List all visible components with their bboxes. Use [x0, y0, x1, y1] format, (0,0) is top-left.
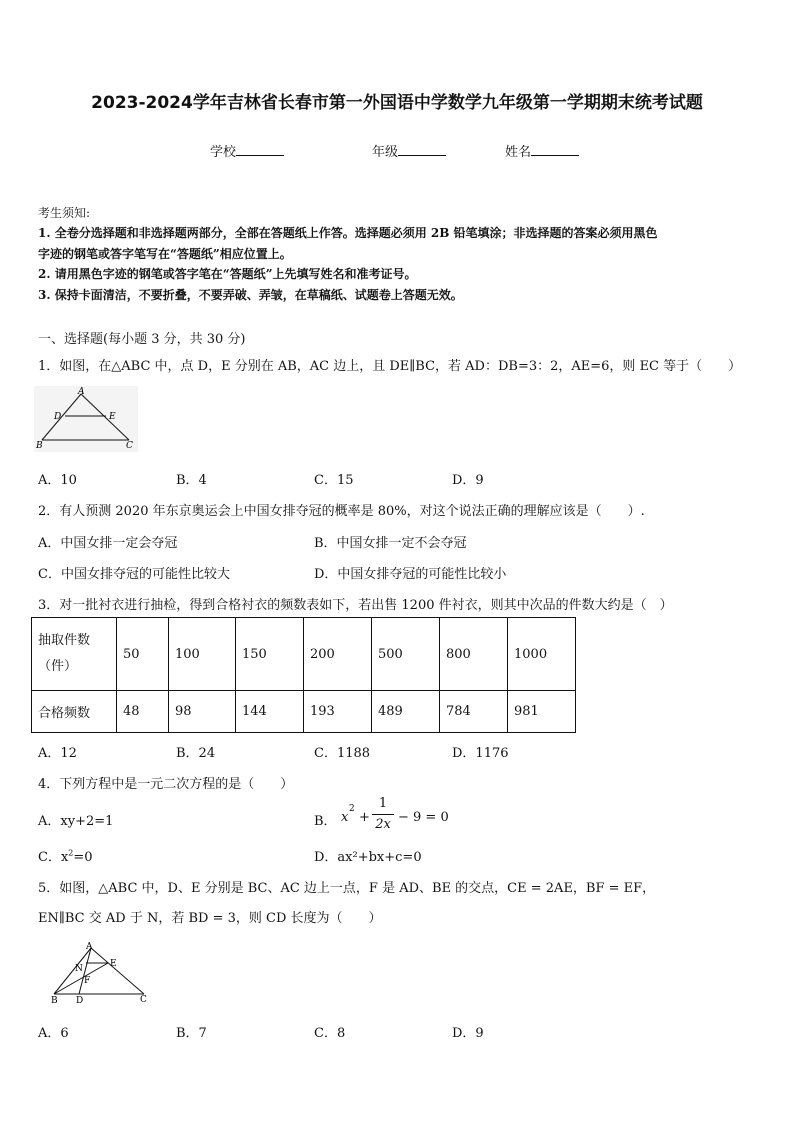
notice-heading: 考生须知: [38, 206, 91, 220]
q1-label-e: E [109, 412, 116, 422]
grade-field[interactable] [372, 141, 446, 160]
q3-cell: 784 [440, 691, 508, 733]
grade-label: 年级 [372, 145, 399, 160]
q3-cell: 981 [508, 691, 576, 733]
q5-label-c: C [140, 995, 147, 1005]
q4-option-b-rest: − 9 = 0 [398, 810, 449, 825]
q4-text: 4．下列方程中是一元二次方程的是（ ） [38, 777, 294, 792]
q1-option-d[interactable]: D．9 [452, 473, 484, 488]
q5-label-e: E [110, 959, 117, 969]
q5-line-1: 5．如图，△ABC 中，D、E 分别是 BC、AC 边上一点，F 是 AD、BE 的交点，CE = 2AE，BF = EF， [38, 881, 656, 896]
notice-line-1b: 字迹的钢笔或答字笔写在“答题纸”相应位置上。 [38, 247, 292, 261]
q4-option-b-plus: + [359, 810, 370, 825]
name-blank[interactable] [531, 143, 579, 156]
q5-option-c[interactable]: C．8 [314, 1026, 346, 1041]
q3-frequency-table [31, 617, 576, 733]
q4-option-b-exponent: 2 [349, 804, 355, 814]
q3-option-b[interactable]: B．24 [176, 746, 216, 761]
q2-option-a[interactable]: A．中国女排一定会夺冠 [38, 536, 178, 551]
q5-option-b[interactable]: B．7 [176, 1026, 207, 1041]
q3-row2-header: 合格频数 [32, 691, 117, 733]
q5-option-d[interactable]: D．9 [452, 1026, 484, 1041]
q3-option-d[interactable]: D．1176 [452, 746, 509, 761]
q5-triangle-figure [46, 940, 156, 1006]
q5-option-a[interactable]: A．6 [38, 1026, 69, 1041]
q4-option-b-fraction-bar [372, 814, 394, 815]
q3-cell: 144 [236, 691, 304, 733]
school-label: 学校 [210, 145, 237, 160]
q4-option-b-prefix: B． [314, 814, 337, 829]
q3-table-row-sampled [32, 618, 576, 691]
q4-option-b-x: x [341, 810, 349, 825]
q1-triangle-figure [34, 386, 138, 452]
q3-text: 3．对一批衬衣进行抽检，得到合格衬衣的频数表如下，若出售 1200 件衬衣，则其中次品的件数大约是（ ） [38, 598, 673, 613]
q5-label-f: F [84, 976, 91, 986]
q5-line-2: EN∥BC 交 AD 于 N，若 BD = 3，则 CD 长度为（ ） [38, 911, 382, 926]
q3-cell: 50 [117, 618, 169, 691]
notice-line-3: 3. 保持卡面清洁，不要折叠，不要弄破、弄皱，在草稿纸、试题卷上答题无效。 [38, 288, 463, 302]
q5-label-d: D [76, 996, 84, 1006]
q3-option-c[interactable]: C．1188 [314, 746, 371, 761]
q3-row1-header [32, 618, 117, 691]
q4-option-b-denominator: 2x [375, 817, 391, 832]
q5-label-b: B [51, 996, 58, 1006]
q3-cell: 500 [372, 618, 440, 691]
school-field[interactable] [210, 141, 284, 160]
notice-line-2: 2. 请用黑色字迹的钢笔或答字笔在“答题纸”上先填写姓名和准考证号。 [38, 267, 417, 281]
name-field[interactable] [505, 141, 579, 160]
q3-table-row-qualified [32, 691, 576, 733]
notice-line-1a: 1. 全卷分选择题和非选择题两部分，全部在答题纸上作答。选择题必须用 2B 铅笔填涂；非选择题的答案必须用黑色 [38, 226, 658, 240]
section-heading: 一、选择题(每小题 3 分，共 30 分) [38, 332, 246, 347]
q3-cell: 98 [169, 691, 236, 733]
q1-figure-background [34, 386, 138, 452]
q4-option-c-rest: =0 [73, 850, 93, 865]
name-label: 姓名 [505, 145, 532, 160]
q3-cell: 1000 [508, 618, 576, 691]
q1-label-c: C [126, 441, 133, 451]
q4-option-b-numerator: 1 [378, 796, 388, 811]
q3-cell: 200 [304, 618, 372, 691]
q3-cell: 100 [169, 618, 236, 691]
q2-option-d[interactable]: D．中国女排夺冠的可能性比较小 [314, 567, 507, 582]
q1-label-a: A [78, 387, 85, 397]
q5-label-n: N [75, 964, 83, 974]
q4-option-c-exponent: 2 [68, 848, 74, 858]
q3-option-a[interactable]: A．12 [38, 746, 77, 761]
q3-cell: 489 [372, 691, 440, 733]
q5-label-a: A [86, 942, 93, 952]
q3-cell: 193 [304, 691, 372, 733]
q1-label-b: B [36, 441, 43, 451]
q3-row1-header-line2: （件） [38, 659, 78, 674]
q2-text: 2．有人预测 2020 年东京奥运会上中国女排夺冠的概率是 80%，对这个说法正确的理解应该是（ ）. [38, 504, 645, 519]
q3-row1-header-line1: 抽取件数 [38, 633, 91, 648]
q4-option-c-prefix: C．x [38, 850, 69, 865]
school-blank[interactable] [236, 143, 284, 156]
q1-label-d: D [54, 412, 62, 422]
q3-cell: 150 [236, 618, 304, 691]
page-title: 2023-2024学年吉林省长春市第一外国语中学数学九年级第一学期期末统考试题 [91, 93, 703, 113]
q4-option-a[interactable]: A．xy+2=1 [38, 814, 114, 829]
q1-option-a[interactable]: A．10 [38, 473, 77, 488]
q1-option-b[interactable]: B．4 [176, 473, 207, 488]
q4-option-c[interactable] [38, 846, 93, 865]
q1-text: 1．如图，在△ABC 中，点 D，E 分别在 AB，AC 边上，且 DE∥BC，若 AD：DB=3：2，AE=6，则 EC 等于（ ） [38, 359, 742, 374]
q3-cell: 48 [117, 691, 169, 733]
q3-cell: 800 [440, 618, 508, 691]
q5-side-ac [91, 948, 144, 994]
q2-option-c[interactable]: C．中国女排夺冠的可能性比较大 [38, 567, 230, 582]
q1-option-c[interactable]: C．15 [314, 473, 354, 488]
q4-option-d[interactable]: D．ax²+bx+c=0 [314, 850, 422, 865]
q2-option-b[interactable]: B．中国女排一定不会夺冠 [314, 536, 467, 551]
grade-blank[interactable] [398, 143, 446, 156]
